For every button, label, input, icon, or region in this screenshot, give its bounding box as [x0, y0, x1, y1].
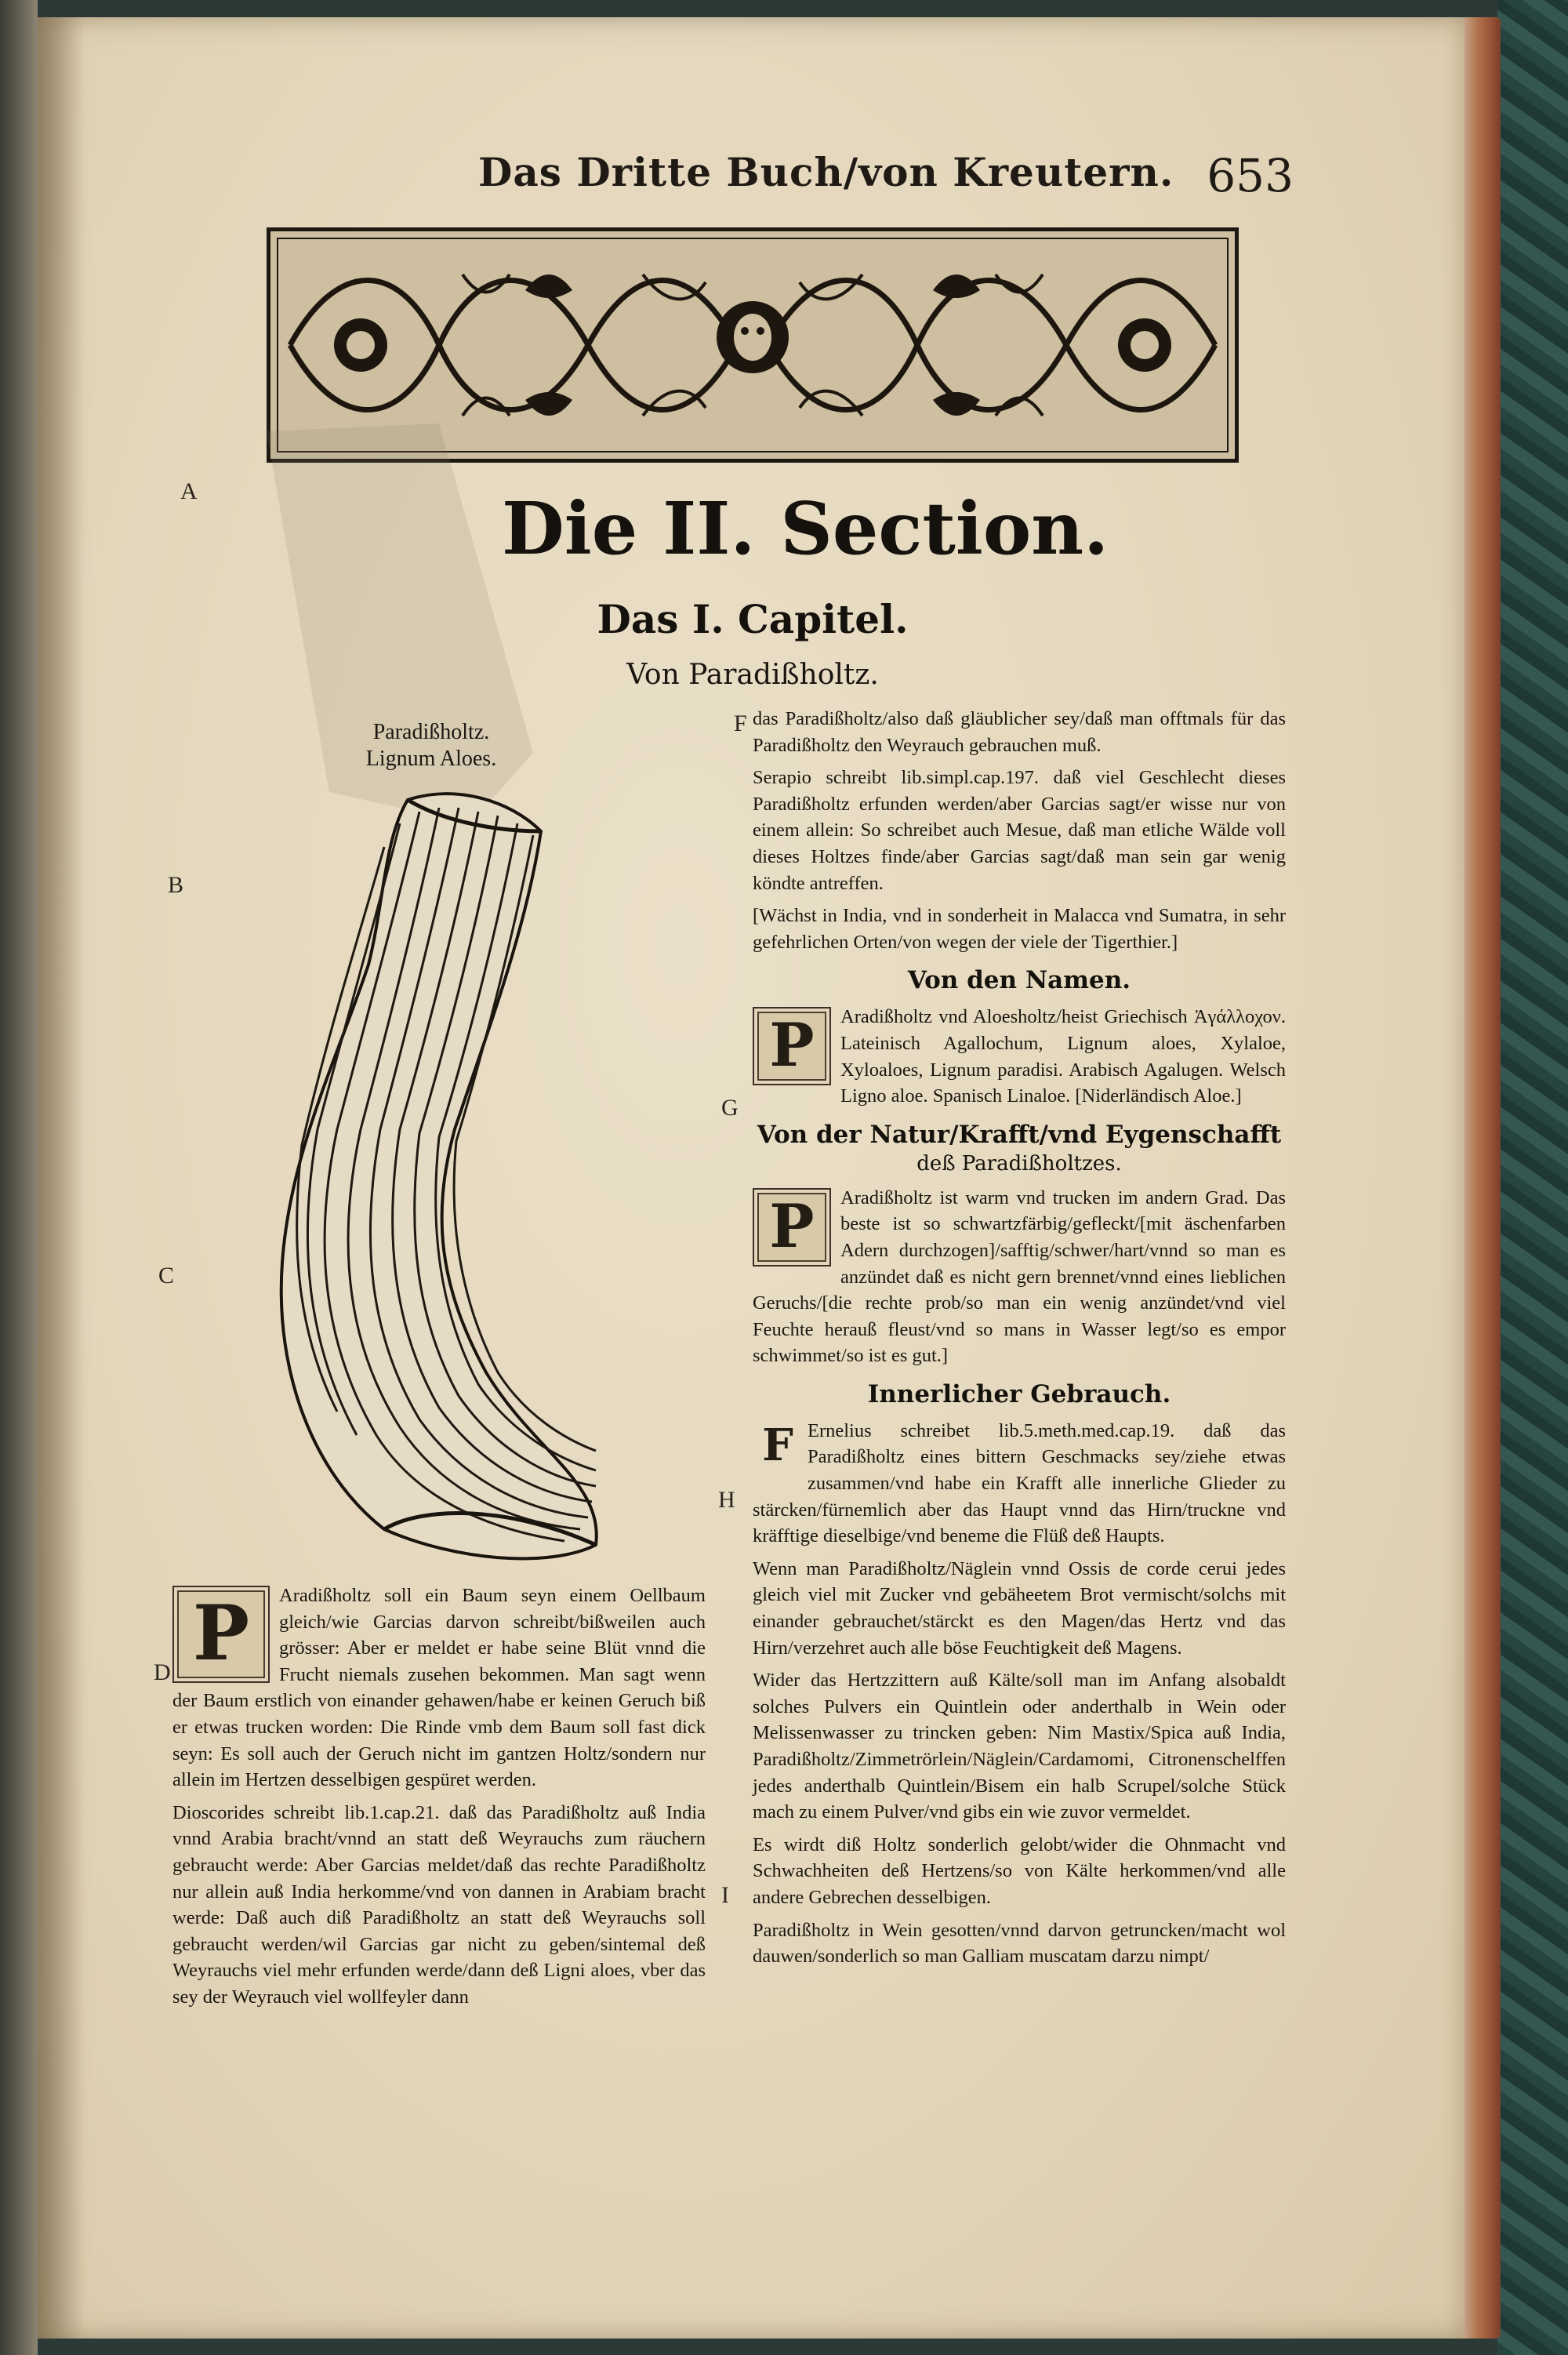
use-paragraph-2: Wenn man Paradißholtz/Näglein vnnd Ossis de corde cerui jedes gleich viel mit Zucker vnd gebäheetem Brot vermischt/solchs mit einander gebrauchet/stärckt es den Magen/das Hertz vnd das Hirn/verzehret auch alle böse Feuchtigkeit deß Magens. [753, 1557, 1286, 1659]
right-text-column [753, 706, 1286, 1976]
heading-nature-line1: Von der Natur/Krafft/vnd Eygenschafft [757, 1120, 1282, 1149]
dropcap-p-nature: P [753, 1188, 831, 1267]
left-text-column [172, 1583, 706, 2017]
left-paragraph-2: Dioscorides schreibt lib.1.cap.21. daß das Paradißholtz auß India vnnd Arabia bracht/vnnd an statt deß Weyrauchs zum räuchern gebraucht werde: Aber Garcias meldet/daß das rechte Paradißholtz nur allein auß India herkomme/vnd von dannen in Arabiam bracht werde: Daß auch diß Paradißholtz an statt deß Weyrauchs soll gebraucht werden/wil Garcias gar nicht zu geben/sintemal deß Weyrauchs viel mehr erfunden werde/dann deß Ligni aloes, vber das sey der Weyrauch viel wollfeyler dann [172, 1801, 706, 2008]
dropcap-p-left: P [172, 1586, 270, 1683]
left-paragraph-1: Aradißholtz soll ein Baum seyn einem Oellbaum gleich/wie Garcias darvon schreibt/bißweilen auch grösser: Aber er meldet er habe seine Blüt vnnd die Frucht niemals zusehen bekommen. Man sagt wenn der Baum erstlich von einander gehawen/habe er keinen Geruch biß er etwas trucken worden: Die Rinde vmb dem Baum soll fast dick seyn: Es soll auch der Geruch nicht im gantzen Holtz/sondern nur allein im Hertzen desselbigen gespüret werden. [172, 1585, 706, 1791]
heading-internal-use: Innerlicher Gebrauch. [867, 1379, 1171, 1408]
use-paragraph-4: Es wirdt diß Holtz sonderlich gelobt/wider die Ohnmacht vnd Schwachheiten deß Hertzens/so von Kälte herkommen/vnd alle andere Gebrechen desselbigen. [753, 1833, 1286, 1908]
illustration-caption-german: Paradißholtz. [372, 720, 490, 744]
margin-letter-g: G [721, 1095, 739, 1121]
page-gutter-shadow [38, 17, 85, 2339]
chapter-subtitle: Von Paradißholtz. [626, 659, 879, 691]
heading-nature [753, 1121, 1286, 1176]
dropcap-p-names: P [753, 1007, 831, 1085]
book-cover-left [0, 0, 38, 2355]
page-number: 653 [1207, 149, 1294, 202]
margin-letter-a: A [180, 478, 198, 504]
margin-letter-d: D [154, 1659, 171, 1685]
illustration-caption-latin: Lignum Aloes. [365, 747, 497, 771]
margin-letter-f: F [734, 710, 747, 736]
margin-letter-i: I [721, 1882, 729, 1908]
chapter-title: Das I. Capitel. [597, 596, 909, 642]
book-cover-right [1497, 0, 1568, 2355]
use-paragraph-3: Wider das Hertzzittern auß Kälte/soll man im Anfang alsobaldt solches Pulvers ein Quintlein oder anderthalb in Wein oder Melissenwasser zu trincken geben: Nim Mastix/Spica auß India, Paradißholtz/Zimmetrörlein/Näglein/Cardamomi, Citronenschelffen jedes anderthalb Quintlein/Bisem ein halb Scrupel/solche Stück mach zu einem Pulver/vnd gibs ein wie zuvor vermeldet. [753, 1670, 1286, 1823]
right-intro-3: [Wächst in India, vnd in sonderheit in Malacca vnd Sumatra, in sehr gefehrlichen Orten/von wegen der viele der Tigerthier.] [753, 905, 1286, 953]
margin-letter-b: B [168, 872, 184, 898]
running-head-title: Das Dritte Buch/von Kreutern. [478, 149, 1174, 195]
use-paragraph-5: Paradißholtz in Wein gesotten/vnnd darvon getruncken/macht wol dauwen/sonderlich so man Galliam muscatam darzu nimpt/ [753, 1919, 1286, 1968]
margin-letter-c: C [158, 1263, 175, 1288]
use-paragraph-1: Ernelius schreibet lib.5.meth.med.cap.19. daß das Paradißholtz eines bittern Geschmacks sey/ziehe etwas zusammen/vnd habe ein Krafft alle innerliche Glieder zu stärcken/fürnemlich aber das Haupt vnnd das Hirn/truckne vnd kräfftige dieselbige/vnd beneme die Flüß deß Haupts. [753, 1419, 1286, 1547]
page-edges [1463, 17, 1501, 2339]
right-intro-2: Serapio schreibt lib.simpl.cap.197. daß viel Geschlecht dieses Paradißholtz erfunden werden/aber Garcias sagt/er wisse nur von einem allein: So schreibet auch Mesue, daß man etliche Wälde voll dieses Holtzes finde/aber Garcias sagt/daß man sein gar wenig köndte antreffen. [753, 767, 1286, 894]
running-head [478, 149, 1341, 204]
heading-nature-line2: deß Paradißholtzes. [916, 1151, 1122, 1176]
dropcap-f-use: F [762, 1419, 793, 1471]
names-paragraph: Aradißholtz vnd Aloesholtz/heist Griechisch Ἀγάλλοχον. Lateinisch Agallochum, Lignum aloes, Xylaloe, Xyloaloes, Lignum paradisi. Arabisch Agalugen. Welsch Ligno aloe. Spanisch Linaloe. [Niderländisch Aloe.] [840, 1006, 1286, 1107]
aloe-wood-woodcut [251, 776, 619, 1576]
nature-paragraph: Aradißholtz ist warm vnd trucken im andern Grad. Das beste ist so schwartzfärbig/gefleckt/[mit äschenfarben Adern durchzogen]/safftig/schwer/hart/vnnd so man es anzündet daß es nicht gern brennet/vnnd eines lieblichen Geruchs/[die rechte prob/so man ein wenig anzündet/vnd viel Feuchte herauß fleust/vnd so mans in Wasser legt/so es empor schwimmet/so ist es gut.] [753, 1187, 1286, 1367]
section-title: Die II. Section. [502, 486, 1109, 571]
margin-letter-h: H [718, 1487, 735, 1513]
heading-names: Von den Namen. [907, 966, 1131, 995]
right-intro-1: das Paradißholtz/also daß gläublicher sey/daß man offtmals für das Paradißholtz den Weyrauch gebrauchen muß. [753, 708, 1286, 756]
